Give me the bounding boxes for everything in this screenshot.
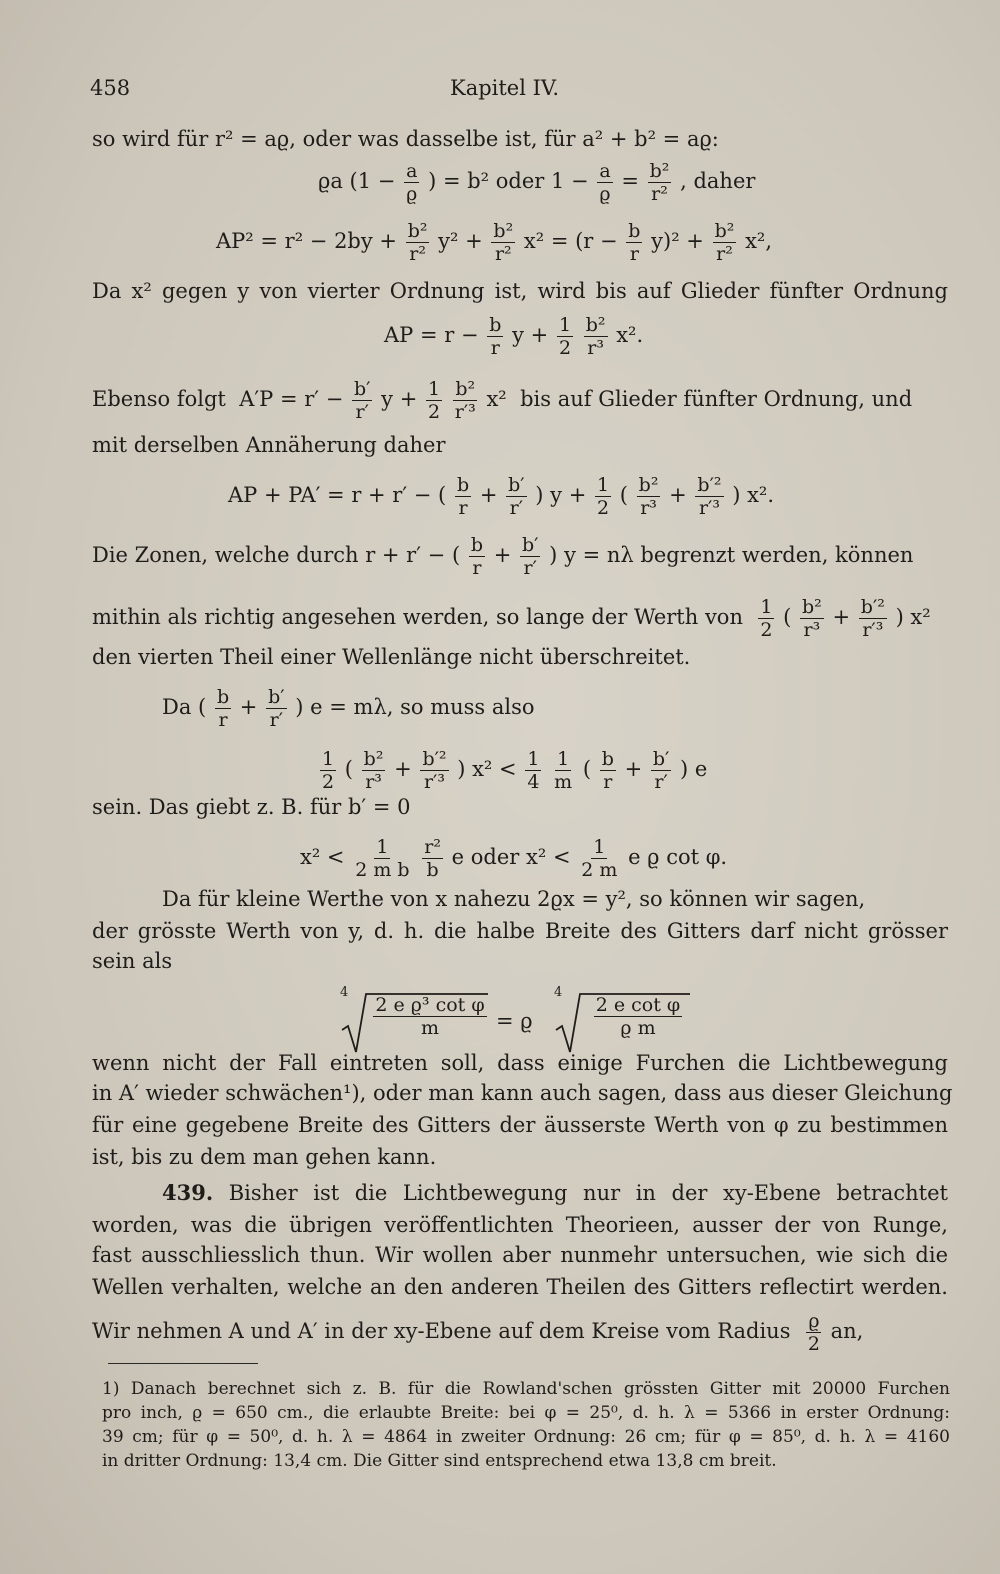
text-line: Da für kleine Werthe von x nahezu 2ϱx = y², so können wir sagen, xyxy=(162,887,866,911)
fraction: $\frac{ϱ}{2}$ xyxy=(807,1310,820,1355)
text-line xyxy=(92,378,948,423)
text-line: für eine gegebene Breite des Gitters der äusserste Werth von φ zu bestimmen xyxy=(92,1113,948,1137)
fraction: $\frac{b'}{r'}$ xyxy=(652,748,670,793)
fraction: $\frac{\text{b′²}}{\text{r′³}}$ xyxy=(422,748,447,793)
footnote-line: 1) Danach berechnet sich z. B. für die Rowland'schen grössten Gitter mit 20000 Furchen xyxy=(102,1379,950,1399)
page-number: 458 xyxy=(90,76,131,100)
eq-part: x², xyxy=(745,229,772,253)
text-line: mit derselben Annäherung daher xyxy=(92,433,446,457)
eq-part: ) e xyxy=(680,757,708,781)
fraction: $\frac{\text{b′²}}{\text{r′³}}$ xyxy=(697,474,722,519)
fraction: $\frac{b}{r}$ xyxy=(601,748,614,793)
text-line: Da x² gegen y von vierter Ordnung ist, wird bis auf Glieder fünfter Ordnung xyxy=(92,279,948,303)
eq-part: e ϱ cot φ. xyxy=(628,845,728,869)
fraction: $\frac{\text{b²}}{\text{r²}}$ xyxy=(714,220,735,265)
fraction: $\frac{\text{b²}}{\text{r²}}$ xyxy=(407,220,428,265)
fraction: $\frac{\text{b²}}{\text{r′³}}$ xyxy=(454,378,476,423)
text-part: Wir nehmen A und A′ in der xy-Ebene auf dem Kreise vom Radius xyxy=(92,1319,791,1343)
eq-part: ) x². xyxy=(732,483,775,507)
page-header xyxy=(90,76,950,106)
fraction: 2 e cot φ ϱ m xyxy=(595,994,681,1039)
fraction: $\frac{\text{b²}}{\text{r³}}$ xyxy=(802,596,822,641)
fraction: $\frac{1}{2 m}$ xyxy=(581,836,618,881)
equation: ϱa (1 − $\frac{a}{ϱ}$ ) = b² oder 1 − $\frac{a}{ϱ}$ = $\frac{\text{b²}}{\text{r²}}$ , daher xyxy=(318,160,756,205)
eq-part: ϱa (1 − xyxy=(318,169,396,193)
text-line: worden, was die übrigen veröffentlichten Theorieen, ausser der von Runge, xyxy=(92,1213,948,1237)
fraction: $\frac{b'}{r'}$ xyxy=(522,534,539,579)
footnote-line: in dritter Ordnung: 13,4 cm. Die Gitter sind entsprechend etwa 13,8 cm breit. xyxy=(102,1451,777,1471)
text-part: e = mλ, so muss also xyxy=(310,695,535,719)
fraction: $\frac{b}{r}$ xyxy=(456,474,470,519)
text-line: fast ausschliesslich thun. Wir wollen aber nunmehr untersuchen, wie sich die xyxy=(92,1243,948,1267)
text-line: ist, bis zu dem man gehen kann. xyxy=(92,1145,437,1169)
eq-part: y)² + xyxy=(651,229,704,253)
fraction: $\frac{b'}{r'}$ xyxy=(353,378,371,423)
fraction: $\frac{1}{4}$ xyxy=(527,748,540,793)
footnote-line: 39 cm; für φ = 50⁰, d. h. λ = 4864 in zweiter Ordnung: 26 cm; für φ = 85⁰, d. h. λ = 4160 xyxy=(102,1427,950,1447)
root-index: 4 xyxy=(554,985,563,1000)
root-index: 4 xyxy=(340,985,349,1000)
fraction: $\frac{\text{b²}}{\text{r³}}$ xyxy=(585,314,606,359)
text-part: bis auf Glieder fünfter Ordnung, und xyxy=(520,387,913,411)
fraction: $\frac{b}{r}$ xyxy=(489,314,502,359)
fraction: $\frac{b}{r}$ xyxy=(470,534,484,579)
equation xyxy=(300,836,727,881)
eq-part: y² + xyxy=(438,229,483,253)
text-part: an, xyxy=(830,1319,864,1343)
footnote-line: pro inch, ϱ = 650 cm., die erlaubte Breite: bei φ = 25⁰, d. h. λ = 5366 in erster Ordnung: xyxy=(102,1403,950,1423)
text-part: Die Zonen, welche durch r + r′ − xyxy=(92,543,446,567)
fraction: $\frac{1}{2}$ xyxy=(322,748,335,793)
chapter-title: Kapitel IV. xyxy=(450,76,560,100)
fraction: $\frac{\text{b′²}}{\text{r′³}}$ xyxy=(860,596,885,641)
text-line: Wellen verhalten, welche an den anderen Theilen des Gitters reflectirt werden. xyxy=(92,1275,948,1299)
eq-part: = ϱ xyxy=(496,1009,533,1033)
fraction: $\frac{b}{r}$ xyxy=(628,220,641,265)
fraction: $\frac{1}{2}$ xyxy=(427,378,441,423)
text-line: sein. Das giebt z. B. für b′ = 0 xyxy=(92,795,411,819)
eq-part: ( xyxy=(582,757,592,781)
fraction: $\frac{\text{b²}}{\text{r²}}$ xyxy=(493,220,514,265)
text-part: Da xyxy=(162,695,192,719)
text-line xyxy=(162,1178,948,1208)
eq-part: daher xyxy=(693,169,756,193)
text-line: der grösste Werth von y, d. h. die halbe Breite des Gitters darf nicht grösser xyxy=(92,919,948,943)
eq-part: + xyxy=(479,483,498,507)
text-line: Die Zonen, welche durch r + r′ − ( $\frac{b}{r}$ + $\frac{b'}{r'}$ ) y = nλ begrenzt werden, können xyxy=(92,534,914,579)
fraction: $\frac{b'}{r'}$ xyxy=(508,474,525,519)
fraction: $\frac{\text{b²}}{\text{r³}}$ xyxy=(363,748,384,793)
fraction: $\frac{\text{b²}}{\text{r³}}$ xyxy=(638,474,659,519)
eq-part: AP + PA′ = r + r′ − ( xyxy=(228,483,447,507)
eq-part: ) x² < xyxy=(457,757,517,781)
text-part: mithin als richtig angesehen werden, so lange der Werth von xyxy=(92,605,743,629)
eq-part: x². xyxy=(616,323,644,347)
fraction: 2 e ϱ³ cot φ m xyxy=(375,994,485,1039)
eq-part: AP² = r² − 2by + xyxy=(216,229,398,253)
text-line: wenn nicht der Fall eintreten soll, dass einige Furchen die Lichtbewegung xyxy=(92,1051,948,1075)
fraction: $\frac{1}{\text{2 m b}}$ xyxy=(355,836,410,881)
eq-part: A′P = r′ − xyxy=(239,387,344,411)
equation xyxy=(216,220,772,265)
fraction: $\frac{a}{ϱ}$ xyxy=(406,160,418,205)
eq-part: + xyxy=(669,483,687,507)
fraction: $\frac{\text{r²}}{b}$ xyxy=(424,836,441,881)
text-line: Da ( $\frac{b}{r}$ + $\frac{b'}{r'}$ ) e = mλ, so muss also xyxy=(162,686,535,731)
text-line: so wird für r² = aϱ, oder was dasselbe ist, für a² + b² = aϱ: xyxy=(92,127,719,151)
eq-part: ( xyxy=(344,757,353,781)
section-number: 439. xyxy=(162,1180,214,1205)
eq-part: x² < xyxy=(300,845,345,869)
eq-part: x² xyxy=(486,387,507,411)
eq-part: e oder x² < xyxy=(451,845,571,869)
text-part: y = nλ begrenzt werden, können xyxy=(564,543,914,567)
text-line: mithin als richtig angesehen werden, so lange der Werth von $\frac{1}{2}$ ( $\frac{\text{b²}}{\text{r³}}$ + $\frac{\text{b′²}}{\text{r′³}}$ ) x² xyxy=(92,596,931,641)
text-line xyxy=(92,1310,948,1355)
equation xyxy=(384,314,643,359)
eq-part: ) = b² oder 1 − xyxy=(428,169,589,193)
equation xyxy=(228,474,774,519)
fraction: $\frac{1}{m}$ xyxy=(554,748,573,793)
eq-part: x² = (r − xyxy=(523,229,618,253)
fraction: $\frac{1}{2}$ xyxy=(558,314,572,359)
text-line: in A′ wieder schwächen¹), oder man kann auch sagen, dass aus dieser Gleichung xyxy=(92,1081,953,1105)
eq-part: y + xyxy=(381,387,418,411)
text-line: den vierten Theil einer Wellenlänge nicht überschreitet. xyxy=(92,645,691,669)
text-part: Bisher ist die Lichtbewegung nur in der xy-Ebene betrachtet xyxy=(228,1181,948,1205)
eq-part: + xyxy=(624,757,643,781)
equation xyxy=(318,748,707,793)
eq-part: y + xyxy=(512,323,549,347)
text-part: Ebenso folgt xyxy=(92,387,226,411)
fraction: $\frac{1}{2}$ xyxy=(596,474,610,519)
eq-part: ) y + xyxy=(535,483,587,507)
footnote-rule xyxy=(108,1363,258,1364)
fraction: $\frac{b}{r}$ xyxy=(216,686,230,731)
fraction: $\frac{b'}{r'}$ xyxy=(268,686,285,731)
fraction: $\frac{a}{ϱ}$ xyxy=(599,160,611,205)
fraction: $\frac{\text{b²}}{\text{r²}}$ xyxy=(649,160,670,205)
eq-part: AP = r − xyxy=(384,323,479,347)
fraction: $\frac{1}{2}$ xyxy=(760,596,773,641)
text-line: sein als xyxy=(92,949,173,973)
eq-part: ( xyxy=(619,483,628,507)
eq-part: + xyxy=(394,757,412,781)
eq-part: = xyxy=(621,169,639,193)
